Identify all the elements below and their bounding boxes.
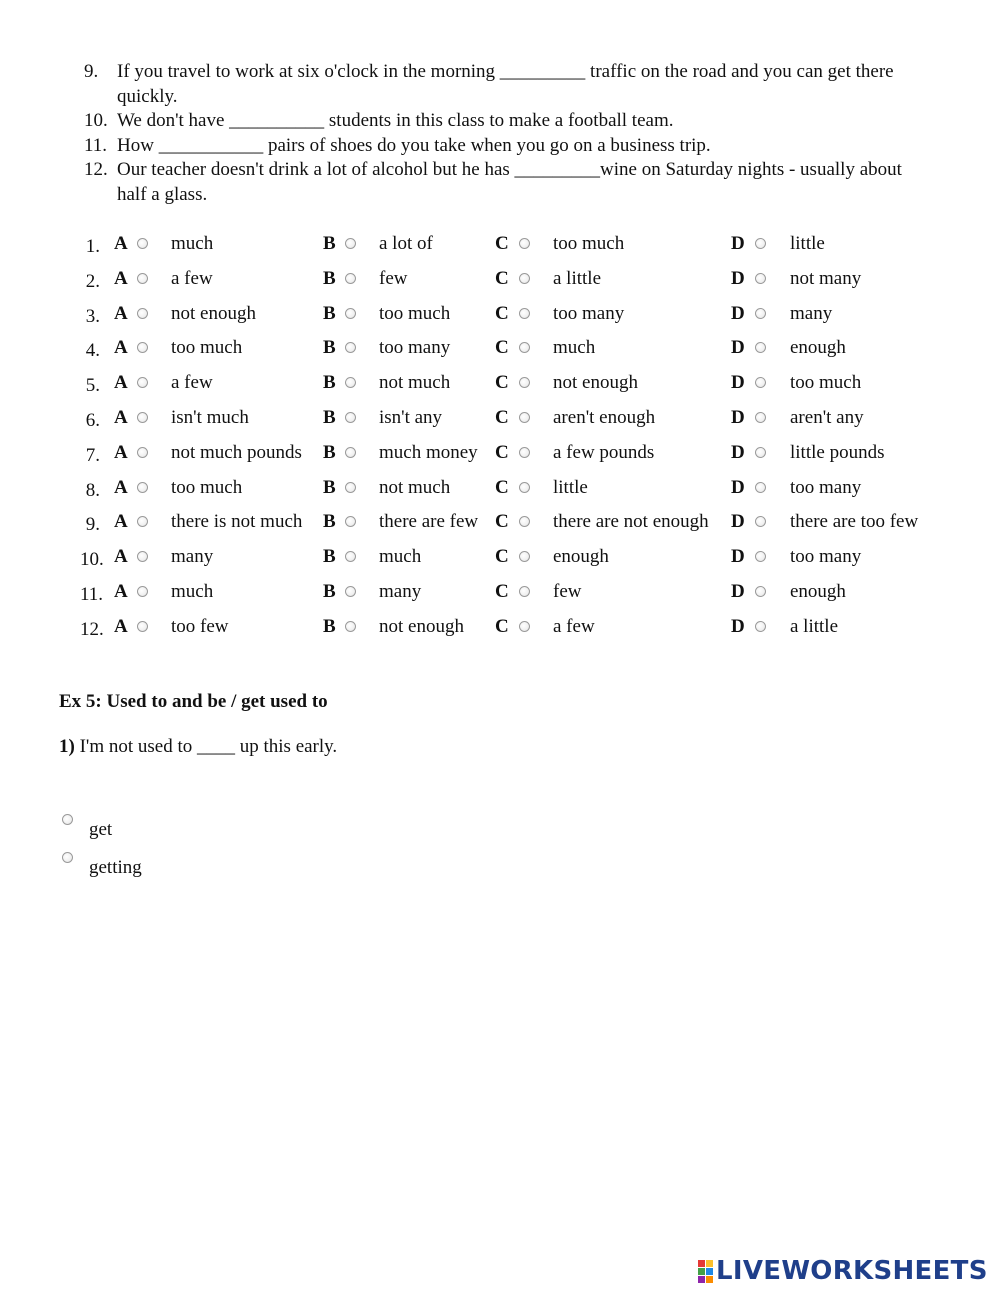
option-letter-c: C — [495, 580, 509, 602]
option-text-b[interactable]: much money — [379, 441, 478, 463]
radio-option-d[interactable] — [755, 377, 766, 388]
option-row-number: 1. — [85, 236, 100, 257]
option-text-a[interactable]: many — [171, 546, 214, 568]
option-text-d[interactable]: too many — [790, 546, 862, 568]
question-text: We don't have __________ students in this class to make a football team. — [117, 110, 674, 131]
option-letter-c: C — [495, 546, 509, 568]
option-text-d[interactable]: too much — [790, 372, 862, 394]
option-letter-b: B — [323, 476, 336, 498]
option-text-a[interactable]: not much pounds — [171, 441, 302, 463]
option-letter-d: D — [731, 476, 745, 498]
option-text-b[interactable]: isn't any — [379, 406, 443, 428]
option-letter-c: C — [495, 476, 509, 498]
radio-option-d[interactable] — [755, 273, 766, 284]
option-text-d[interactable]: not many — [790, 267, 862, 289]
option-letter-d: D — [731, 337, 745, 359]
option-letter-d: D — [731, 406, 745, 428]
option-letter-c: C — [495, 615, 509, 637]
option-letter-c: C — [495, 441, 509, 463]
question-number: 12. — [84, 159, 108, 180]
radio-option-b[interactable] — [345, 621, 356, 632]
radio-option-a[interactable] — [137, 273, 148, 284]
option-text-c[interactable]: a few — [553, 615, 595, 637]
option-text-c[interactable]: few — [553, 580, 582, 602]
radio-option-c[interactable] — [519, 308, 530, 319]
option-text-d[interactable]: little — [790, 233, 825, 254]
options-table — [80, 226, 950, 644]
option-row-number: 5. — [85, 375, 100, 397]
option-text-a[interactable]: a few — [171, 267, 213, 289]
radio-option-c[interactable] — [519, 586, 530, 597]
logo-icon — [698, 1260, 713, 1283]
radio-option-c[interactable] — [519, 238, 530, 249]
option-letter-d: D — [731, 302, 745, 324]
option-text-a[interactable]: much — [171, 580, 214, 602]
option-letter-a: A — [114, 302, 128, 324]
radio-option-a[interactable] — [137, 342, 148, 353]
option-letter-a: A — [114, 615, 128, 637]
option-row — [80, 296, 950, 331]
option-letter-d: D — [731, 372, 745, 394]
option-letter-d: D — [731, 233, 745, 254]
option-text-c[interactable]: much — [553, 337, 596, 359]
radio-option-d[interactable] — [755, 412, 766, 423]
radio-option-b[interactable] — [345, 308, 356, 319]
option-text-a[interactable]: not enough — [171, 302, 256, 324]
option-letter-c: C — [495, 267, 509, 289]
option-letter-d: D — [731, 580, 745, 602]
liveworksheets-logo — [698, 1256, 988, 1286]
radio-option-a[interactable] — [137, 447, 148, 458]
option-text-c[interactable]: too much — [553, 233, 625, 254]
radio-option-b[interactable] — [345, 551, 356, 562]
option-text-c[interactable]: a little — [553, 267, 602, 289]
radio-option-c[interactable] — [519, 273, 530, 284]
option-letter-c: C — [495, 372, 509, 394]
option-letter-a: A — [114, 476, 128, 498]
option-text-b[interactable]: much — [379, 546, 422, 568]
option-letter-d: D — [731, 441, 745, 463]
question-item — [84, 60, 924, 109]
option-letter-c: C — [495, 337, 509, 359]
answer-label: get — [89, 819, 113, 840]
radio-option-b[interactable] — [345, 482, 356, 493]
option-letter-a: A — [114, 337, 128, 359]
option-letter-b: B — [323, 233, 336, 254]
option-text-a[interactable]: much — [171, 233, 214, 254]
answer-option-getting[interactable] — [62, 852, 142, 878]
option-row — [80, 330, 950, 365]
option-text-b[interactable]: too many — [379, 337, 451, 359]
question-number: 10. — [84, 110, 108, 131]
option-text-d[interactable]: enough — [790, 580, 846, 602]
option-row-number: 11. — [80, 583, 104, 605]
option-row — [80, 261, 950, 296]
option-text-a[interactable]: too much — [171, 337, 243, 359]
option-letter-b: B — [323, 267, 336, 289]
radio-option-c[interactable] — [519, 551, 530, 562]
option-letter-b: B — [323, 580, 336, 602]
option-text-d[interactable]: aren't any — [790, 406, 864, 428]
radio-button[interactable] — [62, 852, 73, 863]
option-text-d[interactable]: too many — [790, 476, 862, 498]
option-text-d[interactable]: a little — [790, 615, 839, 637]
option-letter-d: D — [731, 267, 745, 289]
radio-option-d[interactable] — [755, 586, 766, 597]
exercise-5-question — [59, 736, 337, 758]
question-item — [84, 109, 924, 134]
radio-option-c[interactable] — [519, 482, 530, 493]
option-row — [80, 400, 950, 435]
option-letter-b: B — [323, 337, 336, 359]
option-row-number: 7. — [85, 444, 100, 466]
option-letter-c: C — [495, 233, 509, 254]
option-text-d[interactable]: enough — [790, 337, 846, 359]
radio-option-a[interactable] — [137, 377, 148, 388]
option-letter-a: A — [114, 580, 128, 602]
option-row-number: 8. — [85, 479, 100, 501]
option-row-number: 4. — [85, 340, 100, 362]
option-row — [80, 435, 950, 470]
option-letter-a: A — [114, 372, 128, 394]
option-text-b[interactable]: too much — [379, 302, 451, 324]
option-letter-b: B — [323, 546, 336, 568]
option-letter-b: B — [323, 615, 336, 637]
question-number: 11. — [84, 134, 108, 156]
radio-option-b[interactable] — [345, 412, 356, 423]
option-text-a[interactable]: a few — [171, 372, 213, 394]
radio-option-b[interactable] — [345, 238, 356, 249]
radio-option-a[interactable] — [137, 551, 148, 562]
radio-option-c[interactable] — [519, 447, 530, 458]
option-row-number: 3. — [85, 305, 100, 327]
logo-text: LIVEWORKSHEETS — [716, 1256, 988, 1286]
option-text-b[interactable]: few — [379, 267, 408, 289]
option-row-number: 12. — [80, 618, 104, 640]
question-item — [84, 158, 924, 207]
question-text: If you travel to work at six o'clock in the morning _________ traffic on the road and you can get there quickly. — [117, 61, 894, 107]
radio-option-b[interactable] — [345, 377, 356, 388]
radio-option-a[interactable] — [137, 308, 148, 319]
question-number: 9. — [84, 61, 99, 82]
radio-button[interactable] — [62, 814, 73, 825]
option-text-c[interactable]: too many — [553, 302, 625, 324]
option-letter-c: C — [495, 302, 509, 324]
exercise-5-heading: Ex 5: Used to and be / get used to — [59, 691, 328, 712]
question-text: Our teacher doesn't drink a lot of alcohol but he has _________wine on Saturday nights - usually about half a glass. — [117, 159, 902, 205]
option-text-c[interactable]: aren't enough — [553, 406, 656, 428]
radio-option-c[interactable] — [519, 342, 530, 353]
option-letter-b: B — [323, 406, 336, 428]
radio-option-c[interactable] — [519, 516, 530, 527]
option-text-c[interactable]: a few pounds — [553, 441, 655, 463]
option-text-a[interactable]: isn't much — [171, 406, 249, 428]
radio-option-d[interactable] — [755, 308, 766, 319]
radio-option-d[interactable] — [755, 238, 766, 249]
option-text-b[interactable]: there are few — [379, 511, 479, 533]
radio-option-c[interactable] — [519, 377, 530, 388]
option-text-a[interactable]: too few — [171, 615, 229, 637]
option-row — [80, 504, 950, 539]
option-row-number: 2. — [85, 270, 100, 292]
radio-option-b[interactable] — [345, 447, 356, 458]
answer-label: getting — [89, 857, 142, 878]
option-text-c[interactable]: enough — [553, 546, 609, 568]
option-letter-a: A — [114, 546, 128, 568]
option-text-b[interactable]: many — [379, 580, 422, 602]
option-text-a[interactable]: there is not much — [171, 511, 303, 533]
option-text-d[interactable]: little pounds — [790, 441, 885, 463]
radio-option-c[interactable] — [519, 412, 530, 423]
question-item — [84, 134, 924, 159]
option-text-c[interactable]: little — [553, 476, 588, 498]
radio-option-b[interactable] — [345, 516, 356, 527]
radio-option-a[interactable] — [137, 516, 148, 527]
option-letter-c: C — [495, 406, 509, 428]
radio-option-a[interactable] — [137, 621, 148, 632]
radio-option-d[interactable] — [755, 447, 766, 458]
option-row — [80, 539, 950, 574]
radio-option-b[interactable] — [345, 273, 356, 284]
option-text-a[interactable]: too much — [171, 476, 243, 498]
option-row — [80, 226, 950, 261]
option-text-b[interactable]: not much — [379, 476, 451, 498]
option-letter-d: D — [731, 615, 745, 637]
question-text: How ___________ pairs of shoes do you take when you go on a business trip. — [117, 134, 711, 156]
radio-option-b[interactable] — [345, 586, 356, 597]
option-text-b[interactable]: a lot of — [379, 233, 433, 254]
option-text-b[interactable]: not much — [379, 372, 451, 394]
radio-option-a[interactable] — [137, 482, 148, 493]
option-row — [80, 470, 950, 505]
option-row — [80, 365, 950, 400]
option-letter-b: B — [323, 302, 336, 324]
radio-option-a[interactable] — [137, 238, 148, 249]
option-letter-a: A — [114, 441, 128, 463]
radio-option-a[interactable] — [137, 412, 148, 423]
question-number: 1) — [59, 736, 75, 757]
radio-option-a[interactable] — [137, 586, 148, 597]
question-list — [84, 60, 924, 207]
option-letter-b: B — [323, 441, 336, 463]
option-letter-c: C — [495, 511, 509, 533]
option-row — [80, 609, 950, 644]
option-text-c[interactable]: not enough — [553, 372, 638, 394]
option-row-number: 6. — [85, 409, 100, 431]
radio-option-c[interactable] — [519, 621, 530, 632]
radio-option-d[interactable] — [755, 516, 766, 527]
option-letter-b: B — [323, 511, 336, 533]
option-letter-a: A — [114, 267, 128, 289]
option-letter-a: A — [114, 511, 128, 533]
option-text-c[interactable]: there are not enough — [553, 511, 709, 533]
option-row-number: 9. — [85, 514, 100, 536]
radio-option-d[interactable] — [755, 621, 766, 632]
option-letter-d: D — [731, 511, 745, 533]
radio-option-d[interactable] — [755, 342, 766, 353]
option-row-number: 10. — [80, 549, 104, 571]
radio-option-d[interactable] — [755, 482, 766, 493]
answer-option-get[interactable] — [62, 814, 113, 840]
option-text-d[interactable]: there are too few — [790, 511, 919, 533]
option-letter-a: A — [114, 406, 128, 428]
radio-option-b[interactable] — [345, 342, 356, 353]
option-letter-a: A — [114, 233, 128, 254]
option-row — [80, 574, 950, 609]
option-text-b[interactable]: not enough — [379, 615, 464, 637]
option-letter-b: B — [323, 372, 336, 394]
radio-option-d[interactable] — [755, 551, 766, 562]
question-text: I'm not used to ____ up this early. — [74, 736, 338, 757]
option-text-d[interactable]: many — [790, 302, 833, 324]
option-letter-d: D — [731, 546, 745, 568]
